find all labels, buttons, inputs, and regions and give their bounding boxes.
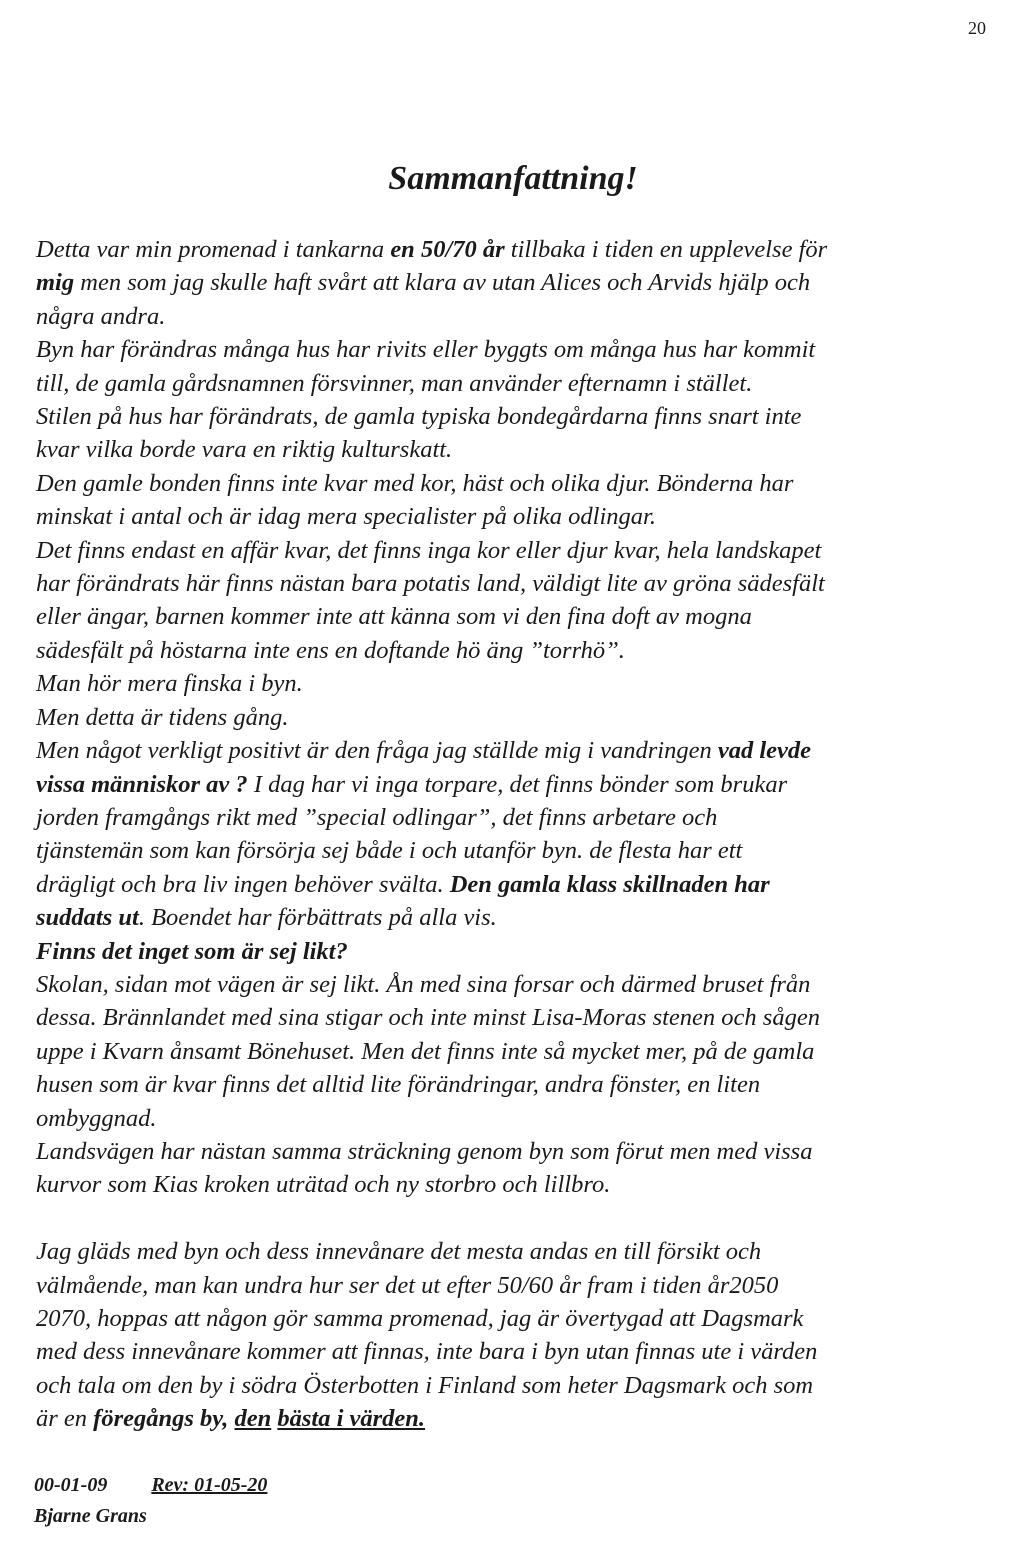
- text-line: [36, 701, 996, 734]
- text-segment: men som jag skulle haft svårt att klara av utan Alices och Arvids hjälp och: [74, 269, 811, 297]
- text-segment: Man hör mera finska i byn.: [36, 670, 303, 698]
- text-segment: välmående, man kan undra hur ser det ut efter 50/60 år fram i tiden år2050: [36, 1271, 779, 1299]
- page-number: 20: [968, 18, 986, 38]
- text-line: [36, 367, 996, 400]
- text-segment: har förändrats här finns nästan bara potatis land, väldigt lite av gröna sädesfält: [36, 570, 825, 598]
- text-line: [36, 634, 996, 667]
- text-line: [36, 467, 996, 500]
- text-line: [36, 534, 996, 567]
- text-segment: uppe i Kvarn ånsamt Bönehuset. Men det finns inte så mycket mer, på de gamla: [36, 1037, 815, 1065]
- text-segment: Skolan, sidan mot vägen är sej likt. Ån med sina forsar och därmed bruset från: [36, 970, 811, 998]
- text-segment: Den gamle bonden finns inte kvar med kor, häst och olika djur. Bönderna har: [36, 469, 794, 497]
- text-line: [36, 1168, 996, 1201]
- summary-body: [36, 233, 996, 1436]
- text-line: [36, 968, 996, 1001]
- text-segment: tjänstemän som kan försörja sej både i och utanför byn. de flesta har ett: [36, 837, 743, 865]
- footer-author: Bjarne Grans: [34, 1505, 147, 1527]
- text-line: [36, 1335, 996, 1368]
- text-segment: Byn har förändras många hus har rivits eller byggts om många hus har kommit: [36, 336, 816, 364]
- text-segment: jorden framgångs rikt med ”special odlingar”, det finns arbetare och: [36, 803, 718, 831]
- text-segment: eller ängar, barnen kommer inte att känna som vi den fina doft av mogna: [36, 603, 752, 631]
- text-segment: I dag har vi inga torpare, det finns bönder som brukar: [247, 770, 788, 798]
- text-segment: husen som är kvar finns det alltid lite förändringar, andra fönster, en liten: [36, 1071, 761, 1099]
- bold-text: bästa i värden.: [277, 1405, 426, 1433]
- text-segment: kurvor som Kias kroken uträtad och ny storbro och lillbro.: [36, 1171, 611, 1199]
- text-segment: sädesfält på höstarna inte ens en doftande hö äng ”torrhö”.: [36, 636, 625, 664]
- text-line: [36, 1402, 996, 1435]
- text-segment: Detta var min promenad i tankarna: [36, 236, 391, 263]
- document-footer: [34, 1470, 267, 1532]
- paragraph-gap: [36, 1202, 996, 1235]
- footer-dates: [34, 1470, 267, 1501]
- bold-text: vad levde: [717, 737, 812, 765]
- bold-text: den: [234, 1405, 272, 1433]
- text-line: [36, 266, 996, 299]
- bold-text: föregångs by,: [93, 1405, 229, 1433]
- page-title: Sammanfattning!: [388, 160, 638, 197]
- text-line: [36, 400, 996, 433]
- text-segment: och tala om den by i södra Österbotten i Finland som heter Dagsmark och som: [36, 1371, 814, 1399]
- text-line: [36, 868, 996, 901]
- text-segment: är en: [36, 1405, 94, 1433]
- text-line: [36, 1102, 996, 1135]
- text-line: [36, 834, 996, 867]
- text-line: [36, 500, 996, 533]
- text-line: [36, 233, 996, 266]
- text-segment: ombyggnad.: [36, 1104, 157, 1132]
- text-segment: Landsvägen har nästan samma sträckning genom byn som förut men med vissa: [36, 1137, 813, 1165]
- text-line: [36, 300, 996, 333]
- text-line: [36, 734, 996, 767]
- bold-text: Den gamla klass skillnaden har: [449, 870, 770, 898]
- text-segment: . Boendet har förbättrats på alla vis.: [138, 904, 497, 932]
- text-segment: kvar vilka borde vara en riktig kulturskatt.: [36, 436, 453, 464]
- text-segment: drägligt och bra liv ingen behöver svälta.: [36, 870, 450, 898]
- text-line: [36, 1068, 996, 1101]
- bold-text: vissa människor av ?: [36, 770, 248, 798]
- text-line: [36, 333, 996, 366]
- text-line: [36, 801, 996, 834]
- text-segment: 2070, hoppas att någon gör samma promenad, jag är övertygad att Dagsmark: [36, 1304, 804, 1332]
- text-segment: Men detta är tidens gång.: [36, 703, 289, 731]
- footer-revision: Rev: 01-05-20: [151, 1474, 268, 1496]
- text-segment: tillbaka i tiden en upplevelse för: [504, 236, 828, 263]
- bold-text: en 50/70 år: [390, 236, 505, 263]
- text-line: [36, 600, 996, 633]
- text-segment: Men något verkligt positivt är den fråga jag ställde mig i vandringen: [36, 737, 718, 765]
- text-line: [36, 433, 996, 466]
- bold-text: mig: [36, 269, 75, 297]
- text-segment: med dess innevånare kommer att finnas, inte bara i byn utan finnas ute i värden: [36, 1338, 818, 1366]
- bold-text: suddats ut: [36, 904, 139, 932]
- text-line: [36, 1369, 996, 1402]
- text-line: [36, 1235, 996, 1268]
- text-line: [36, 768, 996, 801]
- bold-text: Finns det inget som är sej likt?: [36, 937, 348, 965]
- text-line: [36, 1135, 996, 1168]
- text-segment: Det finns endast en affär kvar, det finns inga kor eller djur kvar, hela landskapet: [36, 536, 822, 564]
- text-segment: minskat i antal och är idag mera specialister på olika odlingar.: [36, 503, 656, 531]
- text-line: [36, 667, 996, 700]
- text-line: [36, 1001, 996, 1034]
- text-segment: Stilen på hus har förändrats, de gamla typiska bondegårdarna finns snart inte: [36, 403, 802, 431]
- text-line: [36, 567, 996, 600]
- text-line: [36, 901, 996, 934]
- text-line: [36, 1035, 996, 1068]
- text-segment: Jag gläds med byn och dess innevånare det mesta andas en till försikt och: [36, 1238, 762, 1266]
- text-segment: några andra.: [36, 302, 166, 330]
- text-segment: till, de gamla gårdsnamnen försvinner, man använder efternamn i stället.: [36, 369, 753, 397]
- text-line: [36, 935, 996, 968]
- text-line: [36, 1269, 996, 1302]
- text-line: [36, 1302, 996, 1335]
- footer-date: 00-01-09: [34, 1474, 108, 1496]
- text-segment: dessa. Brännlandet med sina stigar och inte minst Lisa-Moras stenen och sågen: [36, 1004, 820, 1032]
